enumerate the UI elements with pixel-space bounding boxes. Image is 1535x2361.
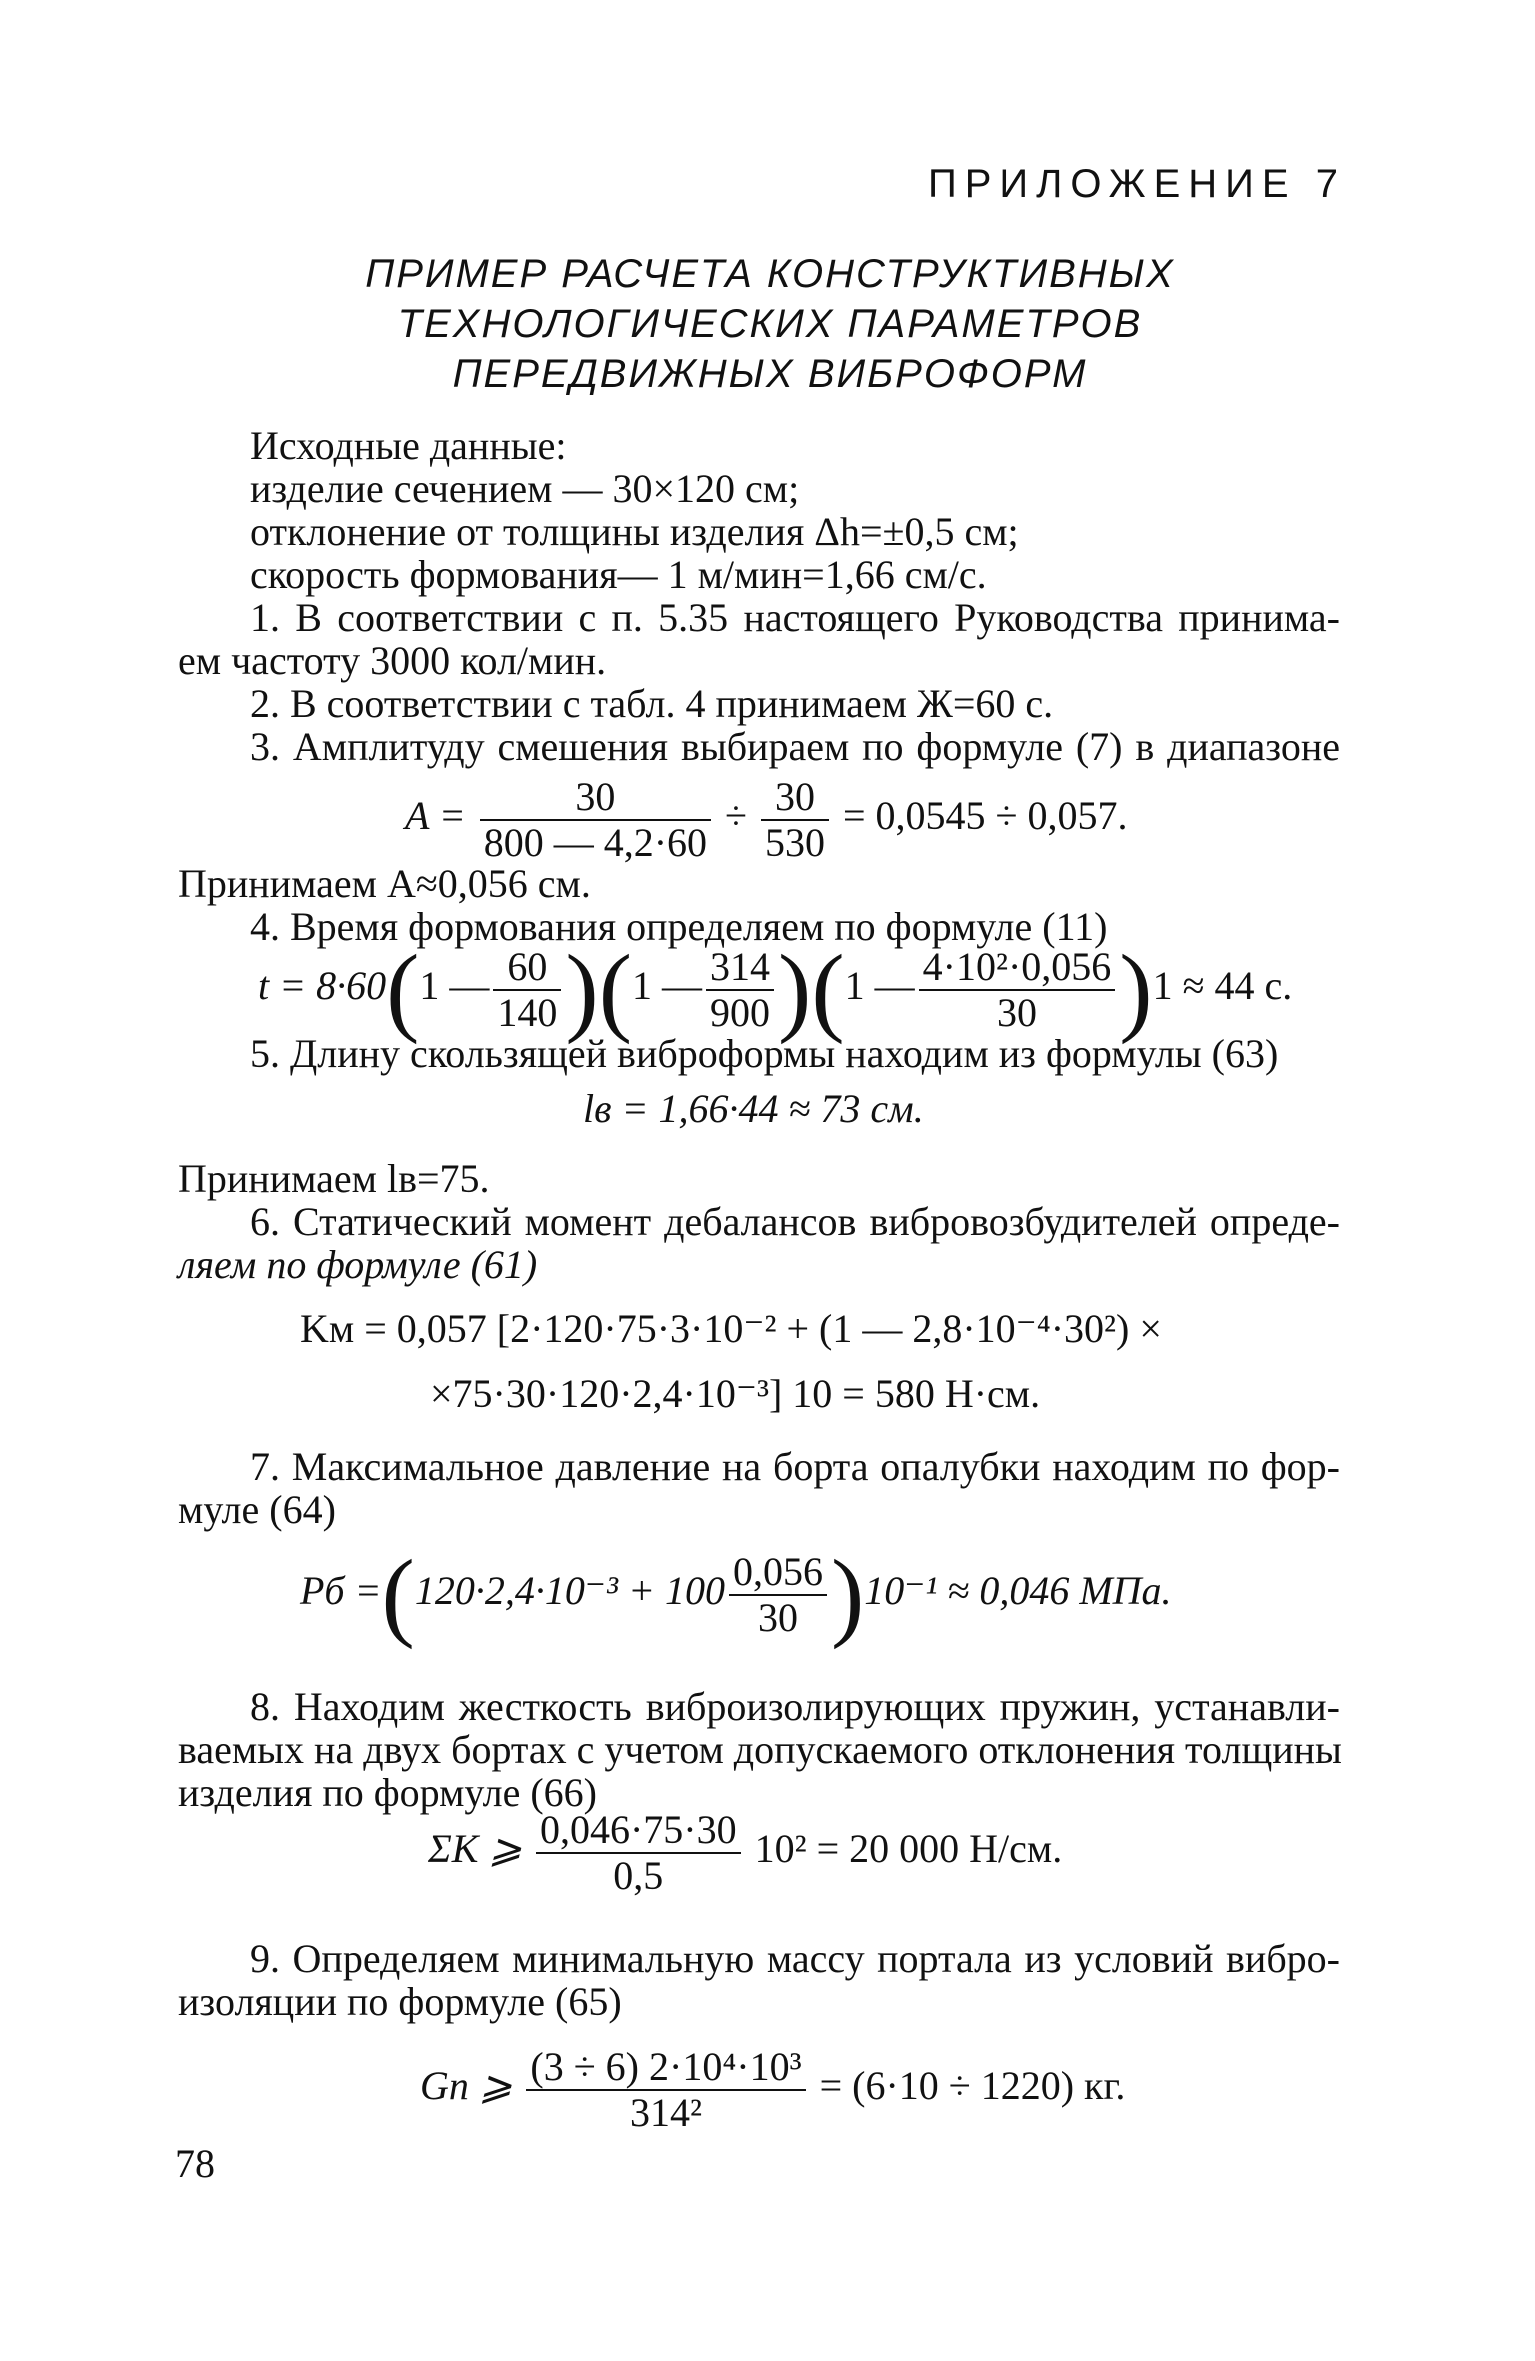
step-4: 4. Время формования определяем по формуле (11) [250,904,1108,949]
numerator: 0,056 [729,1550,827,1596]
formula-lhs: A = [405,793,466,839]
numerator: 30 [761,775,829,821]
step-1-line-2: ем частоту 3000 кол/мин. [178,638,607,683]
numerator: 30 [480,775,711,821]
step-1-line-1: 1. В соответствии с п. 5.35 настоящего Руководства принима- [250,595,1340,640]
denominator: 0,5 [613,1853,664,1898]
step-5: 5. Длину скользящей виброформы находим из формулы (63) [250,1031,1279,1076]
formula-lhs: t = 8·60 [258,963,387,1009]
page-number: 78 [175,2141,215,2186]
step-9-line-2: изоляции по формуле (65) [178,1979,622,2024]
numerator: (3 ÷ 6) 2·10⁴·10³ [526,2045,805,2091]
term: 1 — [419,963,490,1009]
formula-lhs: Pб = [300,1568,382,1614]
step-7-line-2: муле (64) [178,1487,336,1532]
formula-rhs: 10⁻¹ ≈ 0,046 МПа. [864,1568,1172,1614]
appendix-heading: ПРИЛОЖЕНИЕ 7 [928,162,1346,206]
fraction [536,1808,741,1898]
formula-rhs: = (6·10 ÷ 1220) кг. [819,2063,1126,2109]
term: 1 — [844,963,915,1009]
step-3: 3. Амплитуду смешения выбираем по формуле (7) в диапазоне [250,724,1340,769]
denominator: 30 [996,990,1037,1035]
step-8-line-1: 8. Находим жесткость виброизолирующих пружин, устанавли- [250,1684,1340,1729]
title-line-1: ПРИМЕР РАСЧЕТА КОНСТРУКТИВНЫХ [365,252,1175,296]
title-line-3: ПЕРЕДВИЖНЫХ ВИБРОФОРМ [452,352,1088,396]
operator: ÷ [725,793,747,839]
formula-mass [420,2045,1125,2135]
formula-lhs: Gп ⩾ [420,2063,513,2109]
fraction [493,945,561,1035]
step-2: 2. В соответствии с табл. 4 принимаем Ж=60 с. [250,681,1054,726]
formula-stiffness [428,1808,1062,1898]
denominator: 900 [710,990,771,1035]
numerator: 60 [493,945,561,991]
formula-rhs: 10² = 20 000 Н/см. [754,1826,1063,1872]
denominator: 314² [629,2090,702,2135]
numerator: 0,046·75·30 [536,1808,741,1854]
initial-data-line: отклонение от толщины изделия Δh=±0,5 см; [250,509,1019,554]
numerator: 4·10²·0,056 [919,945,1116,991]
term: 1 — [632,963,703,1009]
denominator: 800 — 4,2·60 [483,820,708,865]
step-6-line-2: ляем по формуле (61) [178,1242,538,1287]
step-8-line-3: изделия по формуле (66) [178,1770,597,1815]
formula-pressure: Pб =(120·2,4·10⁻³ + 100 $\frac{0,056}{30}$ )10⁻¹ ≈ 0,046 МПа. [300,1539,1172,1650]
fraction [919,945,1116,1035]
formula-moment-line-1: Kм = 0,057 [2·120·75·3·10⁻² + (1 — 2,8·10⁻⁴·30²) × [300,1306,1162,1351]
numerator: 314 [706,945,774,991]
fraction [526,2045,805,2135]
formula-rhs: = 0,0545 ÷ 0,057. [842,793,1128,839]
formula-moment-line-2: ×75·30·120·2,4·10⁻³] 10 = 580 Н·см. [430,1371,1041,1416]
step-7-line-1: 7. Максимальное давление на борта опалубки находим по фор- [250,1444,1340,1489]
term: 120·2,4·10⁻³ + 100 [414,1568,725,1614]
step-9-line-1: 9. Определяем минимальную массу портала из условий вибро- [250,1936,1340,1981]
fraction [761,775,829,865]
formula-amplitude [405,775,1128,865]
accept-amplitude: Принимаем A≈0,056 см. [178,861,591,906]
formula-length: lв = 1,66·44 ≈ 73 см. [583,1086,924,1131]
formula-rhs: 1 ≈ 44 с. [1152,963,1293,1009]
step-6-line-1: 6. Статический момент дебалансов вибровозбудителей опреде- [250,1199,1340,1244]
step-8-line-2: ваемых на двух бортах с учетом допускаемого отклонения толщины [178,1727,1342,1772]
fraction [706,945,774,1035]
fraction [729,1550,827,1640]
initial-data-heading: Исходные данные: [250,423,567,468]
denominator: 140 [497,990,558,1035]
initial-data-line: скорость формования— 1 м/мин=1,66 см/с. [250,552,987,597]
denominator: 30 [757,1595,798,1640]
formula-time: t = 8·60(1 — $\frac{60}{140}$ )(1 — $\frac{314}{900}$ )(1 — $\frac{\text{4·10²·0,056}}{30}$ )1 ≈ 44 с. [258,934,1293,1045]
fraction [480,775,711,865]
title-line-2: ТЕХНОЛОГИЧЕСКИХ ПАРАМЕТРОВ [397,302,1143,346]
initial-data-line: изделие сечением — 30×120 см; [250,466,800,511]
formula-lhs: ΣK ⩾ [428,1826,522,1872]
denominator: 530 [764,820,825,865]
accept-length: Принимаем lв=75. [178,1156,490,1201]
